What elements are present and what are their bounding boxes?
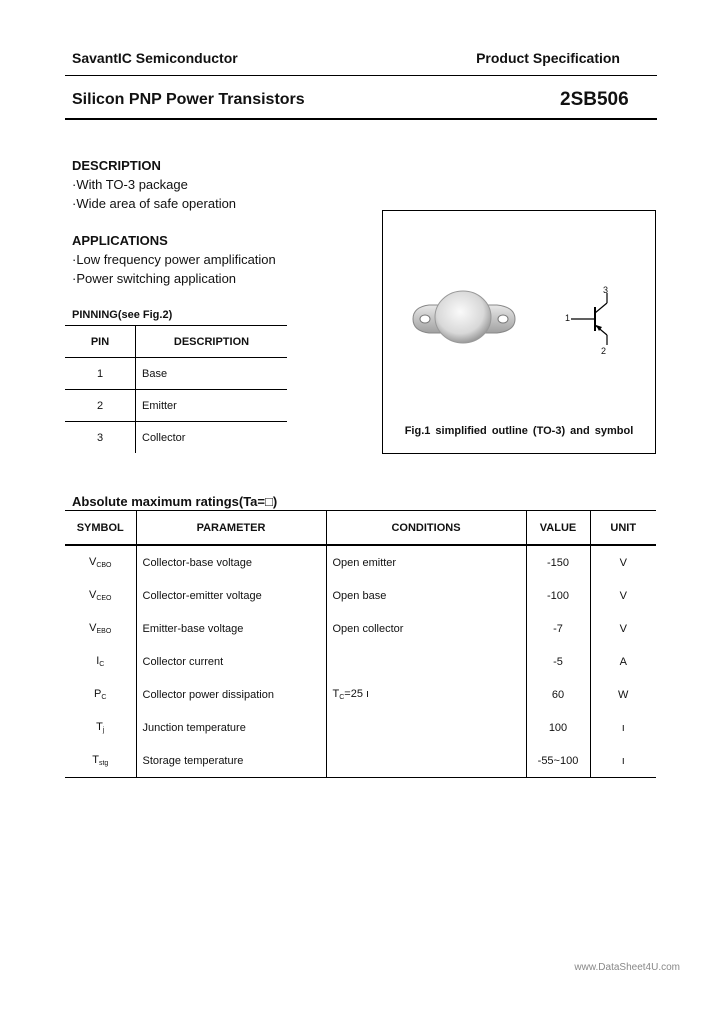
pin-number: 1 (65, 358, 136, 390)
pin-label-emitter: 2 (601, 346, 607, 356)
parameter-cell: Storage temperature (136, 744, 326, 778)
value-cell: 100 (526, 711, 590, 744)
header-parameter: PARAMETER (136, 511, 326, 546)
unit-cell: ı (590, 744, 656, 778)
conditions-cell (326, 645, 526, 678)
parameter-cell: Collector current (136, 645, 326, 678)
description-heading: DESCRIPTION (72, 158, 161, 173)
conditions-cell (326, 744, 526, 778)
parameter-cell: Emitter-base voltage (136, 612, 326, 645)
table-row (65, 711, 656, 744)
title-rule (65, 118, 657, 120)
table-row (65, 612, 656, 645)
table-header-row (65, 511, 656, 546)
symbol-cell: $I_C$ (65, 645, 136, 678)
symbol-cell: $V_{EBO}$ (65, 612, 136, 645)
header-symbol: SYMBOL (65, 511, 136, 546)
parameter-cell: Collector-emitter voltage (136, 579, 326, 612)
application-item: ·Power switching application (72, 271, 237, 286)
parameter-cell: Collector-base voltage (136, 545, 326, 579)
header-pin: PIN (65, 326, 136, 358)
value-cell: -55~100 (526, 744, 590, 778)
table-row (65, 422, 287, 454)
conditions-cell (326, 711, 526, 744)
company-name: SavantIC Semiconductor (72, 50, 238, 66)
table-row (65, 545, 656, 579)
unit-cell: V (590, 612, 656, 645)
pin-description: Base (142, 367, 168, 380)
symbol-cell: $P_C$ (65, 678, 136, 711)
figure-caption: Fig.1 simplified outline (TO-3) and symbol (404, 425, 634, 437)
table-header-row (65, 326, 287, 358)
conditions-cell: $T_C=25$ ı (326, 678, 526, 711)
application-item: ·Low frequency power amplification (72, 252, 276, 267)
value-cell: 60 (526, 678, 590, 711)
pin-label-collector: 3 (603, 285, 609, 295)
figure-box (382, 210, 656, 454)
value-cell: -7 (526, 612, 590, 645)
value-cell: -5 (526, 645, 590, 678)
value-cell: -100 (526, 579, 590, 612)
pin-description: Collector (142, 431, 186, 444)
unit-cell: A (590, 645, 656, 678)
symbol-cell: $T_j$ (65, 711, 136, 744)
footer-watermark[interactable]: www.DataSheet4U.com (574, 962, 680, 973)
description-item: ·Wide area of safe operation (72, 196, 237, 211)
header-description: DESCRIPTION (173, 335, 250, 348)
header-value: VALUE (526, 511, 590, 546)
pin-number: 2 (65, 390, 136, 422)
pinning-heading: PINNING(see Fig.2) (72, 309, 173, 321)
pin-number: 3 (65, 422, 136, 454)
symbol-cell: $V_{CBO}$ (65, 545, 136, 579)
doc-type: Product Specification (476, 50, 620, 66)
conditions-cell: Open emitter (326, 545, 526, 579)
conditions-cell: Open collector (326, 612, 526, 645)
unit-cell: V (590, 579, 656, 612)
part-number: 2SB506 (560, 89, 629, 110)
header-unit: UNIT (590, 511, 656, 546)
table-row (65, 390, 287, 422)
table-row (65, 358, 287, 390)
table-row (65, 678, 656, 711)
ratings-heading: Absolute maximum ratings(Ta=□) (72, 494, 278, 509)
pinning-table (65, 325, 287, 453)
conditions-cell: Open base (326, 579, 526, 612)
to3-package-image (403, 281, 523, 361)
value-cell: -150 (526, 545, 590, 579)
applications-heading: APPLICATIONS (72, 233, 168, 248)
header-conditions: CONDITIONS (326, 511, 526, 546)
ratings-table (65, 510, 656, 778)
unit-cell: V (590, 545, 656, 579)
parameter-cell: Junction temperature (136, 711, 326, 744)
product-line: Silicon PNP Power Transistors (72, 91, 305, 108)
symbol-cell: $V_{CEO}$ (65, 579, 136, 612)
unit-cell: W (590, 678, 656, 711)
table-row (65, 645, 656, 678)
pin-label-base: 1 (565, 313, 571, 323)
symbol-cell: $T_{stg}$ (65, 744, 136, 778)
unit-cell: ı (590, 711, 656, 744)
table-row (65, 744, 656, 778)
header-rule (65, 75, 657, 76)
parameter-cell: Collector power dissipation (136, 678, 326, 711)
table-row (65, 579, 656, 612)
pin-description: Emitter (142, 399, 177, 412)
description-item: ·With TO-3 package (72, 177, 188, 192)
